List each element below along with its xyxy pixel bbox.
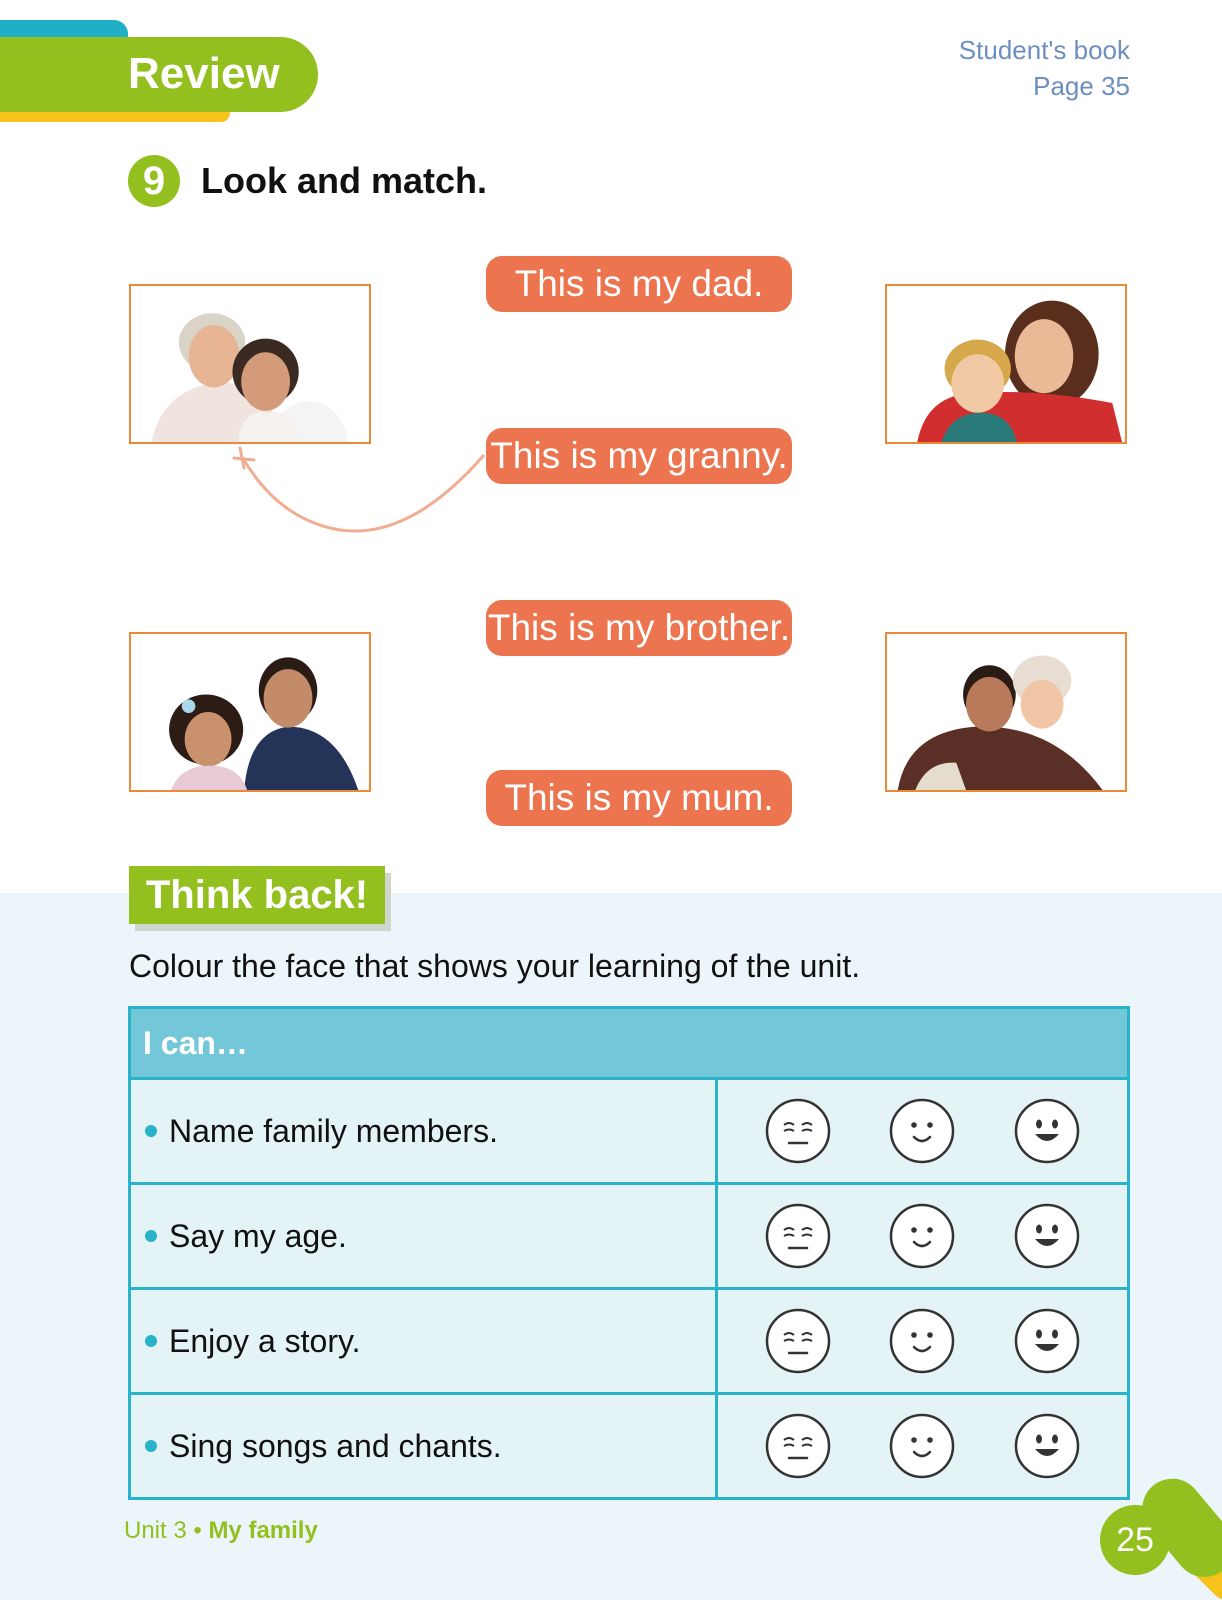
faces-cell (717, 1289, 1129, 1394)
neutral-face-icon[interactable] (764, 1097, 832, 1165)
happy-face-icon[interactable] (1013, 1307, 1081, 1375)
footer-unit (124, 1516, 318, 1546)
table-header: I can… (130, 1008, 1129, 1079)
think-back-label: Think back! (129, 866, 385, 924)
table-row (130, 1394, 1129, 1499)
skill-cell (130, 1394, 717, 1499)
book-reference (959, 32, 1130, 104)
photo-dad-and-daughter[interactable] (885, 632, 1127, 792)
photo-sister-and-brother[interactable] (129, 632, 371, 792)
bullet-icon (145, 1230, 157, 1242)
exercise-number-badge: 9 (128, 155, 180, 207)
footer-unit-name: My family (208, 1517, 318, 1544)
faces-cell (717, 1394, 1129, 1499)
photo-mum-and-son[interactable] (885, 284, 1127, 444)
photo-granny-and-girl-image (131, 286, 369, 442)
smile-face-icon[interactable] (888, 1202, 956, 1270)
book-reference-title: Student's book (958, 35, 1130, 65)
example-match-arrow (230, 440, 500, 540)
sentence-card-mum[interactable]: This is my mum. (486, 770, 792, 826)
neutral-face-icon[interactable] (764, 1412, 832, 1480)
neutral-face-icon[interactable] (764, 1307, 832, 1375)
happy-face-icon[interactable] (1013, 1097, 1081, 1165)
page-number: 25 (1100, 1505, 1170, 1575)
skill-label: Say my age. (169, 1217, 347, 1254)
skill-label: Sing songs and chants. (169, 1427, 502, 1464)
bullet-icon (145, 1335, 157, 1347)
skill-cell (130, 1289, 717, 1394)
happy-face-icon[interactable] (1013, 1412, 1081, 1480)
table-row (130, 1184, 1129, 1289)
bullet-icon (145, 1440, 157, 1452)
book-reference-page: Page 35 (1033, 71, 1130, 101)
table-row (130, 1289, 1129, 1394)
skill-cell (130, 1079, 717, 1184)
skill-label: Name family members. (169, 1112, 498, 1149)
sentence-card-granny[interactable]: This is my granny. (486, 428, 792, 484)
bullet-icon (145, 1125, 157, 1137)
photo-granny-and-girl[interactable] (129, 284, 371, 444)
table-row (130, 1079, 1129, 1184)
faces-cell (717, 1079, 1129, 1184)
photo-sister-and-brother-image (131, 634, 369, 790)
section-title: Review (128, 49, 280, 98)
photo-dad-and-daughter-image (887, 634, 1125, 790)
sentence-card-dad[interactable]: This is my dad. (486, 256, 792, 312)
skill-cell (130, 1184, 717, 1289)
skill-label: Enjoy a story. (169, 1322, 361, 1359)
think-back-instruction: Colour the face that shows your learning of the unit. (129, 948, 861, 984)
exercise-instruction: Look and match. (201, 160, 488, 201)
smile-face-icon[interactable] (888, 1097, 956, 1165)
photo-mum-and-son-image (887, 286, 1125, 442)
footer-unit-prefix: Unit 3 • (124, 1517, 209, 1544)
neutral-face-icon[interactable] (764, 1202, 832, 1270)
sentence-card-brother[interactable]: This is my brother. (486, 600, 792, 656)
happy-face-icon[interactable] (1013, 1202, 1081, 1270)
self-assessment-table (128, 1006, 1130, 1500)
smile-face-icon[interactable] (888, 1412, 956, 1480)
smile-face-icon[interactable] (888, 1307, 956, 1375)
faces-cell (717, 1184, 1129, 1289)
